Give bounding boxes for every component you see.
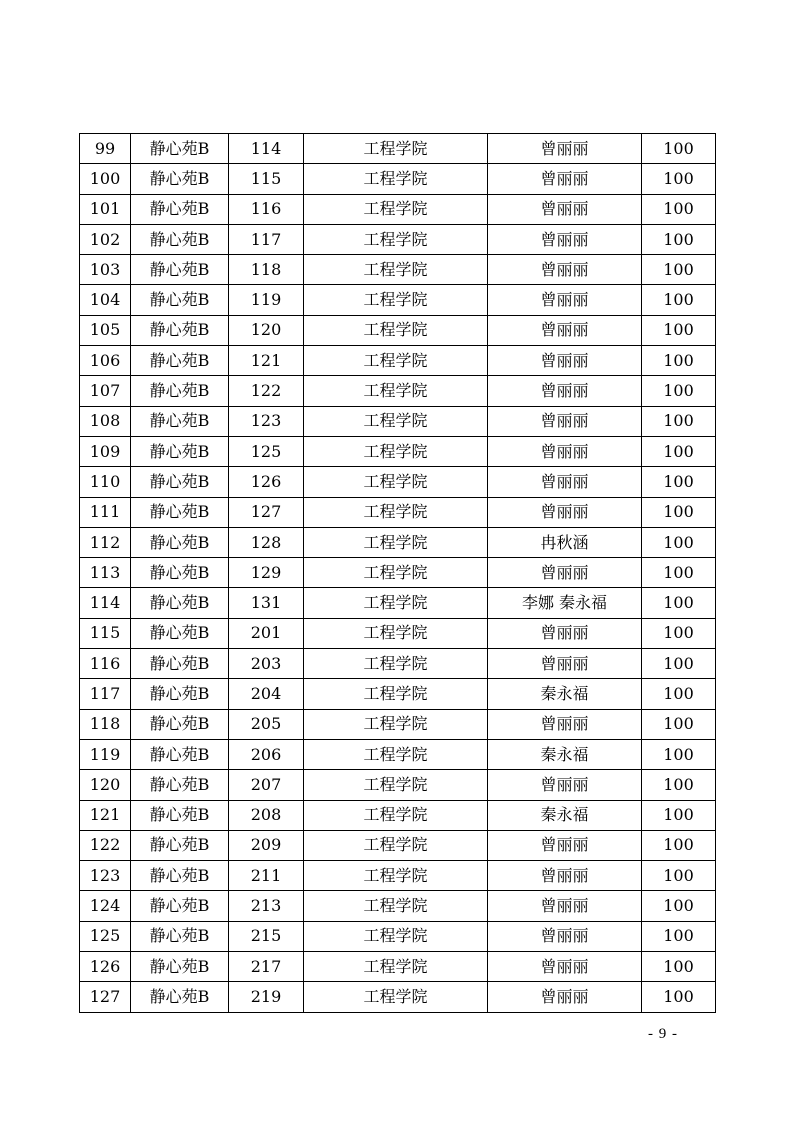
college-cell: 工程学院 — [304, 861, 488, 891]
table-row — [80, 497, 716, 527]
score-cell: 100 — [642, 467, 716, 497]
college-cell: 工程学院 — [304, 406, 488, 436]
building-cell: 静心苑B — [131, 921, 229, 951]
room-cell: 205 — [229, 709, 304, 739]
counselor-cell: 李娜 秦永福 — [488, 588, 642, 618]
score-cell: 100 — [642, 255, 716, 285]
counselor-cell: 曾丽丽 — [488, 224, 642, 254]
score-cell: 100 — [642, 739, 716, 769]
building-cell: 静心苑B — [131, 285, 229, 315]
table-row — [80, 406, 716, 436]
table-row — [80, 679, 716, 709]
counselor-cell: 曾丽丽 — [488, 952, 642, 982]
table-row — [80, 952, 716, 982]
room-cell: 122 — [229, 376, 304, 406]
room-cell: 213 — [229, 891, 304, 921]
score-cell: 100 — [642, 285, 716, 315]
counselor-cell: 曾丽丽 — [488, 830, 642, 860]
counselor-cell: 曾丽丽 — [488, 982, 642, 1012]
room-cell: 126 — [229, 467, 304, 497]
table-row — [80, 770, 716, 800]
room-cell: 121 — [229, 346, 304, 376]
college-cell: 工程学院 — [304, 315, 488, 345]
building-cell: 静心苑B — [131, 194, 229, 224]
table-row — [80, 921, 716, 951]
room-cell: 207 — [229, 770, 304, 800]
building-cell: 静心苑B — [131, 800, 229, 830]
room-cell: 115 — [229, 164, 304, 194]
counselor-cell: 曾丽丽 — [488, 770, 642, 800]
row-index-cell: 102 — [80, 224, 131, 254]
building-cell: 静心苑B — [131, 679, 229, 709]
counselor-cell: 曾丽丽 — [488, 255, 642, 285]
row-index-cell: 120 — [80, 770, 131, 800]
building-cell: 静心苑B — [131, 224, 229, 254]
table-row — [80, 861, 716, 891]
counselor-cell: 曾丽丽 — [488, 164, 642, 194]
row-index-cell: 99 — [80, 134, 131, 164]
college-cell: 工程学院 — [304, 497, 488, 527]
college-cell: 工程学院 — [304, 558, 488, 588]
score-cell: 100 — [642, 558, 716, 588]
row-index-cell: 107 — [80, 376, 131, 406]
room-cell: 123 — [229, 406, 304, 436]
building-cell: 静心苑B — [131, 952, 229, 982]
room-cell: 211 — [229, 861, 304, 891]
college-cell: 工程学院 — [304, 921, 488, 951]
row-index-cell: 126 — [80, 952, 131, 982]
building-cell: 静心苑B — [131, 255, 229, 285]
counselor-cell: 曾丽丽 — [488, 436, 642, 466]
room-cell: 206 — [229, 739, 304, 769]
row-index-cell: 100 — [80, 164, 131, 194]
college-cell: 工程学院 — [304, 588, 488, 618]
row-index-cell: 104 — [80, 285, 131, 315]
row-index-cell: 118 — [80, 709, 131, 739]
counselor-cell: 曾丽丽 — [488, 618, 642, 648]
building-cell: 静心苑B — [131, 558, 229, 588]
counselor-cell: 曾丽丽 — [488, 497, 642, 527]
building-cell: 静心苑B — [131, 618, 229, 648]
score-cell: 100 — [642, 224, 716, 254]
row-index-cell: 114 — [80, 588, 131, 618]
row-index-cell: 119 — [80, 739, 131, 769]
table-row — [80, 891, 716, 921]
college-cell: 工程学院 — [304, 436, 488, 466]
table-row — [80, 134, 716, 164]
counselor-cell: 曾丽丽 — [488, 921, 642, 951]
college-cell: 工程学院 — [304, 346, 488, 376]
table-row — [80, 164, 716, 194]
college-cell: 工程学院 — [304, 679, 488, 709]
score-cell: 100 — [642, 194, 716, 224]
table-row — [80, 376, 716, 406]
counselor-cell: 曾丽丽 — [488, 467, 642, 497]
room-cell: 204 — [229, 679, 304, 709]
score-cell: 100 — [642, 315, 716, 345]
table-row — [80, 649, 716, 679]
building-cell: 静心苑B — [131, 406, 229, 436]
table-row — [80, 558, 716, 588]
table-row — [80, 588, 716, 618]
college-cell: 工程学院 — [304, 527, 488, 557]
college-cell: 工程学院 — [304, 830, 488, 860]
college-cell: 工程学院 — [304, 255, 488, 285]
building-cell: 静心苑B — [131, 891, 229, 921]
room-cell: 119 — [229, 285, 304, 315]
score-cell: 100 — [642, 800, 716, 830]
building-cell: 静心苑B — [131, 649, 229, 679]
counselor-cell: 曾丽丽 — [488, 709, 642, 739]
college-cell: 工程学院 — [304, 134, 488, 164]
room-cell: 118 — [229, 255, 304, 285]
room-cell: 129 — [229, 558, 304, 588]
counselor-cell: 秦永福 — [488, 679, 642, 709]
row-index-cell: 123 — [80, 861, 131, 891]
score-cell: 100 — [642, 376, 716, 406]
score-cell: 100 — [642, 618, 716, 648]
college-cell: 工程学院 — [304, 800, 488, 830]
building-cell: 静心苑B — [131, 527, 229, 557]
counselor-cell: 秦永福 — [488, 800, 642, 830]
score-cell: 100 — [642, 436, 716, 466]
table-row — [80, 618, 716, 648]
building-cell: 静心苑B — [131, 164, 229, 194]
room-cell: 125 — [229, 436, 304, 466]
table-body — [80, 134, 716, 1013]
page-number: - 9 - — [648, 1026, 678, 1042]
room-cell: 201 — [229, 618, 304, 648]
counselor-cell: 曾丽丽 — [488, 376, 642, 406]
table-row — [80, 255, 716, 285]
building-cell: 静心苑B — [131, 315, 229, 345]
score-cell: 100 — [642, 406, 716, 436]
table-row — [80, 467, 716, 497]
row-index-cell: 121 — [80, 800, 131, 830]
dormitory-score-table — [79, 133, 716, 1013]
room-cell: 219 — [229, 982, 304, 1012]
row-index-cell: 124 — [80, 891, 131, 921]
score-cell: 100 — [642, 830, 716, 860]
score-cell: 100 — [642, 982, 716, 1012]
table-row — [80, 982, 716, 1012]
score-cell: 100 — [642, 861, 716, 891]
counselor-cell: 曾丽丽 — [488, 194, 642, 224]
table-row — [80, 315, 716, 345]
room-cell: 120 — [229, 315, 304, 345]
table-row — [80, 527, 716, 557]
score-cell: 100 — [642, 921, 716, 951]
row-index-cell: 125 — [80, 921, 131, 951]
counselor-cell: 秦永福 — [488, 739, 642, 769]
building-cell: 静心苑B — [131, 467, 229, 497]
row-index-cell: 103 — [80, 255, 131, 285]
building-cell: 静心苑B — [131, 709, 229, 739]
table-row — [80, 436, 716, 466]
counselor-cell: 曾丽丽 — [488, 346, 642, 376]
counselor-cell: 曾丽丽 — [488, 649, 642, 679]
building-cell: 静心苑B — [131, 134, 229, 164]
counselor-cell: 曾丽丽 — [488, 891, 642, 921]
table-row — [80, 739, 716, 769]
score-cell: 100 — [642, 709, 716, 739]
room-cell: 209 — [229, 830, 304, 860]
room-cell: 131 — [229, 588, 304, 618]
counselor-cell: 曾丽丽 — [488, 861, 642, 891]
counselor-cell: 曾丽丽 — [488, 285, 642, 315]
score-cell: 100 — [642, 588, 716, 618]
counselor-cell: 曾丽丽 — [488, 134, 642, 164]
row-index-cell: 115 — [80, 618, 131, 648]
building-cell: 静心苑B — [131, 739, 229, 769]
table-row — [80, 224, 716, 254]
row-index-cell: 109 — [80, 436, 131, 466]
room-cell: 208 — [229, 800, 304, 830]
college-cell: 工程学院 — [304, 982, 488, 1012]
row-index-cell: 112 — [80, 527, 131, 557]
college-cell: 工程学院 — [304, 467, 488, 497]
score-cell: 100 — [642, 346, 716, 376]
row-index-cell: 122 — [80, 830, 131, 860]
college-cell: 工程学院 — [304, 376, 488, 406]
room-cell: 215 — [229, 921, 304, 951]
score-cell: 100 — [642, 770, 716, 800]
room-cell: 116 — [229, 194, 304, 224]
row-index-cell: 101 — [80, 194, 131, 224]
row-index-cell: 106 — [80, 346, 131, 376]
row-index-cell: 113 — [80, 558, 131, 588]
building-cell: 静心苑B — [131, 346, 229, 376]
counselor-cell: 曾丽丽 — [488, 558, 642, 588]
college-cell: 工程学院 — [304, 194, 488, 224]
score-cell: 100 — [642, 497, 716, 527]
college-cell: 工程学院 — [304, 649, 488, 679]
college-cell: 工程学院 — [304, 618, 488, 648]
score-cell: 100 — [642, 134, 716, 164]
building-cell: 静心苑B — [131, 497, 229, 527]
college-cell: 工程学院 — [304, 770, 488, 800]
room-cell: 114 — [229, 134, 304, 164]
row-index-cell: 111 — [80, 497, 131, 527]
counselor-cell: 曾丽丽 — [488, 406, 642, 436]
college-cell: 工程学院 — [304, 891, 488, 921]
college-cell: 工程学院 — [304, 224, 488, 254]
building-cell: 静心苑B — [131, 376, 229, 406]
score-cell: 100 — [642, 164, 716, 194]
score-cell: 100 — [642, 649, 716, 679]
room-cell: 203 — [229, 649, 304, 679]
table-row — [80, 800, 716, 830]
score-cell: 100 — [642, 952, 716, 982]
row-index-cell: 110 — [80, 467, 131, 497]
room-cell: 117 — [229, 224, 304, 254]
college-cell: 工程学院 — [304, 164, 488, 194]
room-cell: 128 — [229, 527, 304, 557]
score-cell: 100 — [642, 527, 716, 557]
room-cell: 217 — [229, 952, 304, 982]
table-row — [80, 709, 716, 739]
table-row — [80, 830, 716, 860]
room-cell: 127 — [229, 497, 304, 527]
college-cell: 工程学院 — [304, 739, 488, 769]
building-cell: 静心苑B — [131, 436, 229, 466]
row-index-cell: 108 — [80, 406, 131, 436]
table-row — [80, 285, 716, 315]
building-cell: 静心苑B — [131, 830, 229, 860]
score-cell: 100 — [642, 891, 716, 921]
table-row — [80, 194, 716, 224]
building-cell: 静心苑B — [131, 770, 229, 800]
college-cell: 工程学院 — [304, 952, 488, 982]
building-cell: 静心苑B — [131, 982, 229, 1012]
row-index-cell: 105 — [80, 315, 131, 345]
score-cell: 100 — [642, 679, 716, 709]
row-index-cell: 127 — [80, 982, 131, 1012]
row-index-cell: 117 — [80, 679, 131, 709]
college-cell: 工程学院 — [304, 709, 488, 739]
building-cell: 静心苑B — [131, 588, 229, 618]
counselor-cell: 曾丽丽 — [488, 315, 642, 345]
row-index-cell: 116 — [80, 649, 131, 679]
counselor-cell: 冉秋涵 — [488, 527, 642, 557]
building-cell: 静心苑B — [131, 861, 229, 891]
college-cell: 工程学院 — [304, 285, 488, 315]
table-row — [80, 346, 716, 376]
